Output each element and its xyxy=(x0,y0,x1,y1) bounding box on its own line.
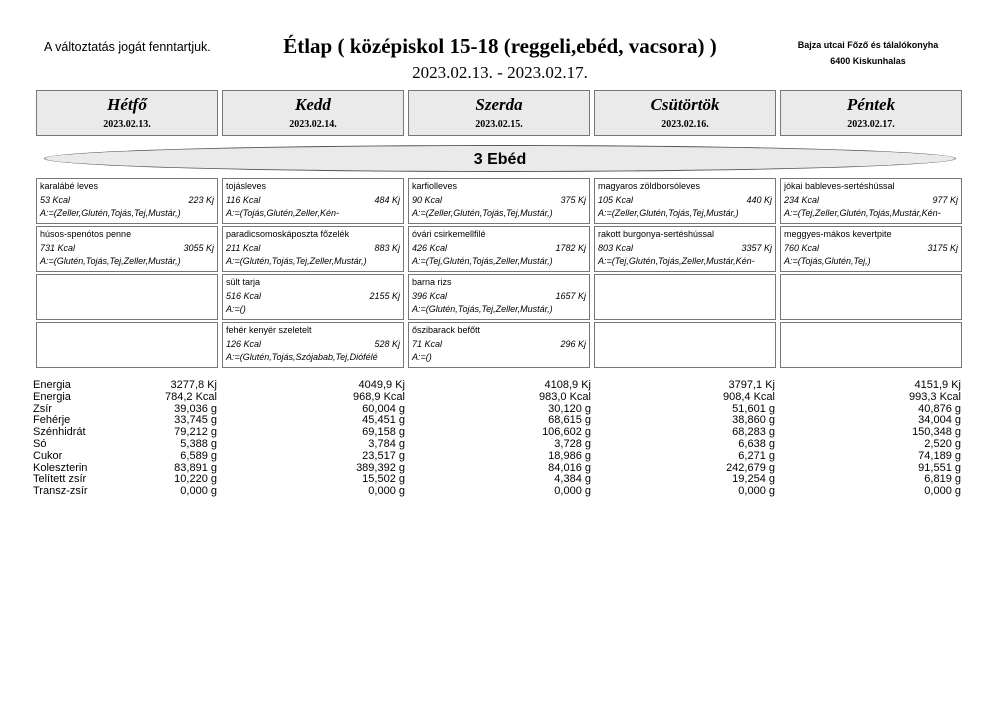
dish-energy xyxy=(226,241,400,255)
organization-name: Bajza utcai Főző és tálalókonyha xyxy=(797,40,939,50)
dish-kcal: 71 Kcal xyxy=(412,339,443,349)
nutrient-value: 4151,9 Kj xyxy=(914,379,961,391)
dish-allergens: A:=() xyxy=(226,304,246,314)
dish-kcal: 803 Kcal xyxy=(598,243,634,253)
dish-kcal: 126 Kcal xyxy=(226,339,262,349)
nutrient-value: 23,517 g xyxy=(362,449,405,462)
dish-kcal: 90 Kcal xyxy=(412,195,443,205)
dish-kj: 1657 Kj xyxy=(555,291,586,301)
nutrient-value: 60,004 g xyxy=(362,402,405,415)
dish-kcal: 105 Kcal xyxy=(598,195,634,205)
menu-cell xyxy=(222,178,404,224)
nutrient-value: 68,615 g xyxy=(548,414,591,427)
nutrient-value: 3797,1 Kj xyxy=(728,379,775,391)
day-name: Péntek xyxy=(846,95,896,114)
dish-allergens: A:=(Zeller,Glutén,Tojás,Tej,Mustár,) xyxy=(598,208,739,218)
menu-cell xyxy=(222,226,404,272)
nutrient-value: 4049,9 Kj xyxy=(358,379,405,391)
menu-cell xyxy=(780,274,962,320)
dish-kj: 440 Kj xyxy=(746,195,772,205)
nutrition-row xyxy=(33,451,963,463)
menu-cell xyxy=(222,274,404,320)
nutrient-value: 33,745 g xyxy=(174,414,217,427)
nutrient-value: 19,254 g xyxy=(732,473,775,486)
dish-energy xyxy=(226,337,400,351)
nutrient-label: Fehérje xyxy=(33,414,71,427)
dish-kcal: 760 Kcal xyxy=(784,243,820,253)
nutrient-label: Só xyxy=(33,437,47,450)
nutrient-value: 40,876 g xyxy=(918,402,961,415)
dish-name: barna rizs xyxy=(412,277,452,287)
nutrient-value: 4,384 g xyxy=(554,473,591,486)
nutrient-value: 51,601 g xyxy=(732,402,775,415)
dish-energy xyxy=(412,337,586,351)
dish-allergens: A:=(Tej,Glutén,Tojás,Zeller,Mustár,) xyxy=(412,256,553,266)
nutrition-row xyxy=(33,427,963,439)
dish-kcal: 234 Kcal xyxy=(784,195,820,205)
dish-energy xyxy=(598,241,772,255)
dish-energy xyxy=(598,193,772,207)
menu-cell xyxy=(36,178,218,224)
nutrient-label: Koleszterin xyxy=(33,461,88,474)
nutrient-value: 91,551 g xyxy=(918,461,961,474)
nutrient-value: 150,348 g xyxy=(912,426,961,439)
dish-energy xyxy=(784,193,958,207)
day-name: Szerda xyxy=(475,95,523,114)
dish-allergens: A:=() xyxy=(412,352,432,362)
nutrient-value: 784,2 Kcal xyxy=(165,390,217,403)
nutrient-value: 242,679 g xyxy=(726,461,775,474)
nutrient-value: 45,451 g xyxy=(362,414,405,427)
nutrient-value: 0,000 g xyxy=(368,485,405,498)
dish-energy xyxy=(412,241,586,255)
dish-name: paradicsomoskáposzta főzelék xyxy=(226,229,350,239)
menu-cell xyxy=(780,226,962,272)
dish-kcal: 396 Kcal xyxy=(412,291,448,301)
dish-name: meggyes-mákos kevertpite xyxy=(784,229,892,239)
nutrient-value: 30,120 g xyxy=(548,402,591,415)
dish-kj: 2155 Kj xyxy=(369,291,400,301)
dish-kj: 3175 Kj xyxy=(927,243,958,253)
menu-row xyxy=(36,322,962,368)
nutrient-value: 0,000 g xyxy=(924,485,961,498)
dish-kj: 484 Kj xyxy=(374,195,400,205)
nutrition-row xyxy=(33,439,963,451)
date-range: 2023.02.13. - 2023.02.17. xyxy=(412,63,588,82)
nutrient-value: 34,004 g xyxy=(918,414,961,427)
menu-grid xyxy=(36,178,962,370)
nutrition-row xyxy=(33,474,963,486)
nutrient-value: 0,000 g xyxy=(554,485,591,498)
dish-energy xyxy=(784,241,958,255)
page-title: Étlap ( középiskol 15-18 (reggeli,ebéd, vacsora) ) xyxy=(283,34,717,58)
nutrient-value: 83,891 g xyxy=(174,461,217,474)
dish-name: karalábé leves xyxy=(40,181,99,191)
nutrition-row xyxy=(33,486,963,498)
nutrition-row xyxy=(33,415,963,427)
nutrient-value: 15,502 g xyxy=(362,473,405,486)
nutrient-value: 2,520 g xyxy=(924,437,961,450)
day-header xyxy=(594,90,776,136)
day-date: 2023.02.17. xyxy=(847,119,895,130)
dish-kj: 223 Kj xyxy=(188,195,214,205)
nutrient-label: Telített zsír xyxy=(33,473,87,486)
nutrient-value: 79,212 g xyxy=(174,426,217,439)
nutrient-value: 6,638 g xyxy=(738,437,775,450)
nutrient-label: Szénhidrát xyxy=(33,426,86,439)
dish-name: húsos-spenótos penne xyxy=(40,229,132,239)
menu-row xyxy=(36,274,962,320)
menu-cell xyxy=(594,178,776,224)
nutrition-row xyxy=(33,392,963,404)
dish-allergens: A:=(Tej,Zeller,Glutén,Tojás,Mustár,Kén- xyxy=(784,208,941,218)
dish-allergens: A:=(Zeller,Glutén,Tojás,Tej,Mustár,) xyxy=(40,208,181,218)
dish-energy xyxy=(40,193,214,207)
dish-name: karfiolleves xyxy=(412,181,458,191)
dish-name: jókai bableves-sertéshússal xyxy=(784,181,895,191)
day-date: 2023.02.15. xyxy=(475,119,523,130)
organization-info xyxy=(770,37,966,69)
dish-kj: 977 Kj xyxy=(932,195,958,205)
nutrient-value: 983,0 Kcal xyxy=(539,390,591,403)
dish-allergens: A:=(Tojás,Glutén,Tej,) xyxy=(784,256,871,266)
nutrition-table xyxy=(33,380,963,498)
nutrient-label: Energia xyxy=(33,379,71,391)
menu-cell xyxy=(780,322,962,368)
dish-allergens: A:=(Tojás,Glutén,Zeller,Kén- xyxy=(226,208,339,218)
nutrient-label: Cukor xyxy=(33,449,63,462)
menu-cell xyxy=(594,226,776,272)
dish-energy xyxy=(226,193,400,207)
dish-energy xyxy=(412,289,586,303)
dish-energy xyxy=(40,241,214,255)
dish-kj: 375 Kj xyxy=(560,195,586,205)
nutrient-value: 69,158 g xyxy=(362,426,405,439)
nutrient-value: 10,220 g xyxy=(174,473,217,486)
dish-kj: 528 Kj xyxy=(374,339,400,349)
day-name: Kedd xyxy=(295,95,331,114)
menu-cell xyxy=(408,322,590,368)
menu-cell xyxy=(594,274,776,320)
dish-energy xyxy=(226,289,400,303)
dish-allergens: A:=(Glutén,Tojás,Tej,Zeller,Mustár,) xyxy=(40,256,181,266)
dish-name: rakott burgonya-sertéshússal xyxy=(598,229,715,239)
nutrient-value: 18,986 g xyxy=(548,449,591,462)
dish-kcal: 516 Kcal xyxy=(226,291,262,301)
disclaimer-note: A változtatás jogát fenntartjuk. xyxy=(44,40,211,54)
nutrition-row xyxy=(33,404,963,416)
dish-allergens: A:=(Glutén,Tojás,Tej,Zeller,Mustár,) xyxy=(226,256,367,266)
day-header xyxy=(222,90,404,136)
dish-kj: 296 Kj xyxy=(560,339,586,349)
nutrient-value: 39,036 g xyxy=(174,402,217,415)
nutrition-row xyxy=(33,463,963,475)
menu-cell xyxy=(408,226,590,272)
dish-allergens: A:=(Glutén,Tojás,Szójabab,Tej,Diófélé xyxy=(226,352,378,362)
nutrient-value: 0,000 g xyxy=(738,485,775,498)
nutrient-value: 3277,8 Kj xyxy=(170,379,217,391)
dish-name: magyaros zöldborsóleves xyxy=(598,181,701,191)
dish-energy xyxy=(412,193,586,207)
menu-cell xyxy=(36,226,218,272)
dish-name: óvári csirkemellfilé xyxy=(412,229,486,239)
nutrient-label: Transz-zsír xyxy=(33,485,88,498)
menu-cell xyxy=(408,178,590,224)
nutrient-label: Zsír xyxy=(33,402,52,415)
day-name: Csütörtök xyxy=(650,95,720,114)
nutrient-value: 6,589 g xyxy=(180,449,217,462)
nutrient-value: 0,000 g xyxy=(180,485,217,498)
nutrient-value: 38,860 g xyxy=(732,414,775,427)
nutrient-value: 106,602 g xyxy=(542,426,591,439)
nutrient-label: Energia xyxy=(33,390,71,403)
dish-allergens: A:=(Zeller,Glutén,Tojás,Tej,Mustár,) xyxy=(412,208,553,218)
nutrient-value: 68,283 g xyxy=(732,426,775,439)
day-header xyxy=(36,90,218,136)
dish-kcal: 211 Kcal xyxy=(226,243,261,253)
nutrient-value: 84,016 g xyxy=(548,461,591,474)
nutrient-value: 3,728 g xyxy=(554,437,591,450)
nutrient-value: 74,189 g xyxy=(918,449,961,462)
nutrient-value: 968,9 Kcal xyxy=(353,390,405,403)
menu-row xyxy=(36,178,962,224)
menu-cell xyxy=(780,178,962,224)
menu-cell xyxy=(594,322,776,368)
dish-name: őszibarack befőtt xyxy=(412,325,481,335)
nutrient-value: 5,388 g xyxy=(180,437,217,450)
menu-cell xyxy=(222,322,404,368)
nutrient-value: 908,4 Kcal xyxy=(723,390,775,403)
dish-allergens: A:=(Tej,Glutén,Tojás,Zeller,Mustár,Kén- xyxy=(598,256,755,266)
day-headers xyxy=(36,90,962,138)
dish-kcal: 731 Kcal xyxy=(40,243,76,253)
nutrient-value: 3,784 g xyxy=(368,437,405,450)
organization-city: 6400 Kiskunhalas xyxy=(830,56,906,66)
dish-name: fehér kenyér szeletelt xyxy=(226,325,312,335)
nutrient-value: 993,3 Kcal xyxy=(909,390,961,403)
menu-cell xyxy=(36,322,218,368)
meal-banner: 3 Ebéd xyxy=(44,145,956,172)
day-date: 2023.02.14. xyxy=(289,119,337,130)
day-name: Hétfő xyxy=(107,95,147,114)
dish-kj: 883 Kj xyxy=(374,243,400,253)
dish-name: sült tarja xyxy=(226,277,261,287)
day-date: 2023.02.13. xyxy=(103,119,151,130)
day-header xyxy=(408,90,590,136)
day-date: 2023.02.16. xyxy=(661,119,709,130)
menu-row xyxy=(36,226,962,272)
dish-kcal: 426 Kcal xyxy=(412,243,448,253)
dish-kcal: 116 Kcal xyxy=(226,195,261,205)
menu-cell xyxy=(36,274,218,320)
nutrient-value: 6,819 g xyxy=(924,473,961,486)
dish-kj: 3357 Kj xyxy=(741,243,772,253)
dish-allergens: A:=(Glutén,Tojás,Tej,Zeller,Mustár,) xyxy=(412,304,553,314)
day-header xyxy=(780,90,962,136)
nutrient-value: 389,392 g xyxy=(356,461,405,474)
dish-kj: 1782 Kj xyxy=(555,243,586,253)
nutrient-value: 4108,9 Kj xyxy=(544,379,591,391)
nutrient-value: 6,271 g xyxy=(738,449,775,462)
dish-kj: 3055 Kj xyxy=(183,243,214,253)
dish-kcal: 53 Kcal xyxy=(40,195,71,205)
menu-cell xyxy=(408,274,590,320)
dish-name: tojásleves xyxy=(226,181,267,191)
